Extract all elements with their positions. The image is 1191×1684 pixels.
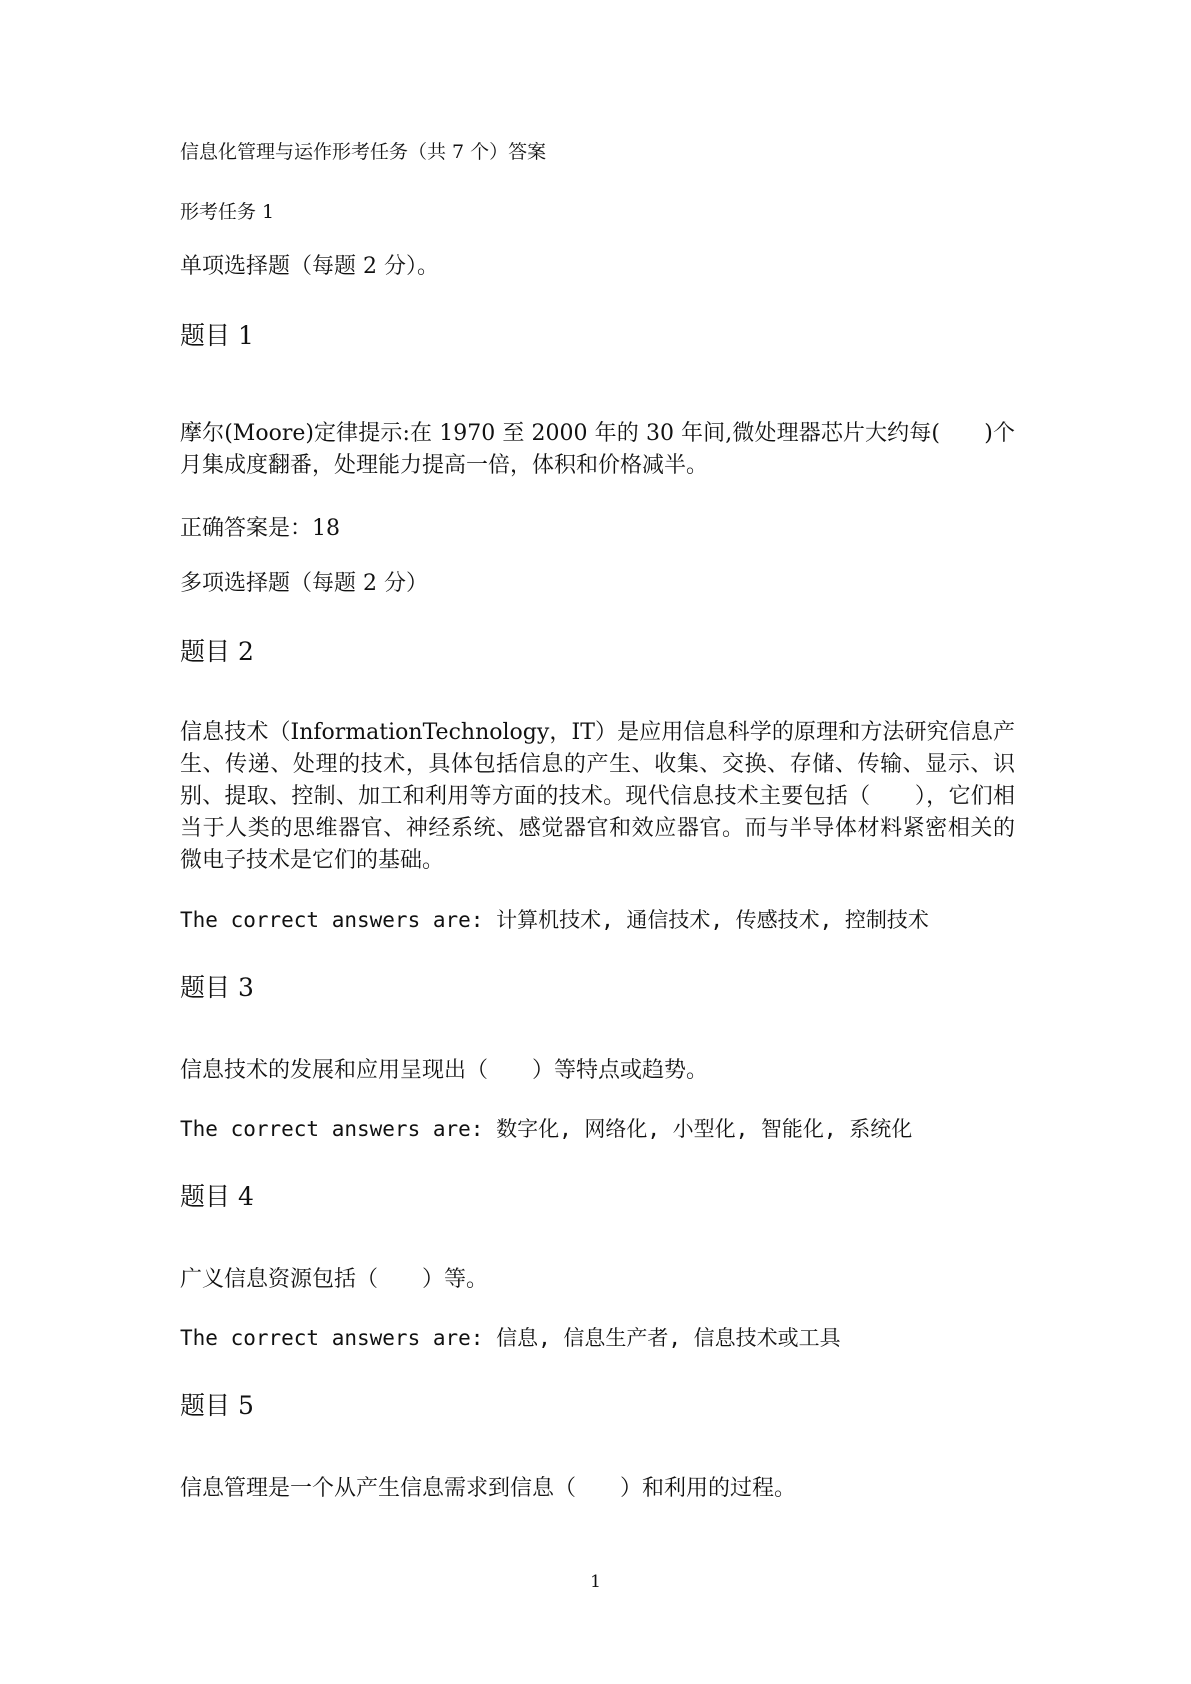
question-5-text: 信息管理是一个从产生信息需求到信息（ ）和利用的过程。 (180, 1476, 797, 1501)
question-3-text: 信息技术的发展和应用呈现出（ ）等特点或趋势。 (180, 1058, 709, 1083)
question-2-label: 题目 2 (180, 637, 254, 666)
question-3-label: 题目 3 (180, 973, 254, 1002)
task-label: 形考任务 1 (180, 201, 275, 223)
page-number: 1 (590, 1572, 601, 1592)
question-2-text: 信息技术（InformationTechnology，IT）是应用信息科学的原理和方法研究信息产生、传递、处理的技术，具体包括信息的产生、收集、交换、存储、传输、显示、识别、提取、控制、加工和利用等方面的技术。现代信息技术主要包括（ ），它们相当于人类的思维器官、神经系统、感觉器官和效应器官。而与半导体材料紧密相关的微电子技术是它们的基础。 (180, 720, 1015, 873)
question-1-label: 题目 1 (180, 321, 254, 350)
single-choice-header: 单项选择题（每题 2 分）。 (180, 254, 439, 279)
question-4-label: 题目 4 (180, 1182, 254, 1211)
question-4-text: 广义信息资源包括（ ）等。 (180, 1267, 489, 1292)
document-title: 信息化管理与运作形考任务（共 7 个）答案 (180, 141, 547, 163)
multi-choice-header: 多项选择题（每题 2 分） (180, 571, 428, 596)
question-5-label: 题目 5 (180, 1391, 254, 1420)
question-1-text: 摩尔(Moore)定律提示:在 1970 至 2000 年的 30 年间,微处理器芯片大约每( )个月集成度翻番，处理能力提高一倍，体积和价格减半。 (180, 421, 1015, 478)
question-3-answer: The correct answers are: 数字化, 网络化, 小型化, 智能化, 系统化 (180, 1117, 913, 1141)
question-1-answer: 正确答案是：18 (180, 516, 340, 541)
question-4-answer: The correct answers are: 信息, 信息生产者, 信息技术或工具 (180, 1326, 841, 1350)
question-2-answer: The correct answers are: 计算机技术, 通信技术, 传感技术, 控制技术 (180, 908, 929, 932)
